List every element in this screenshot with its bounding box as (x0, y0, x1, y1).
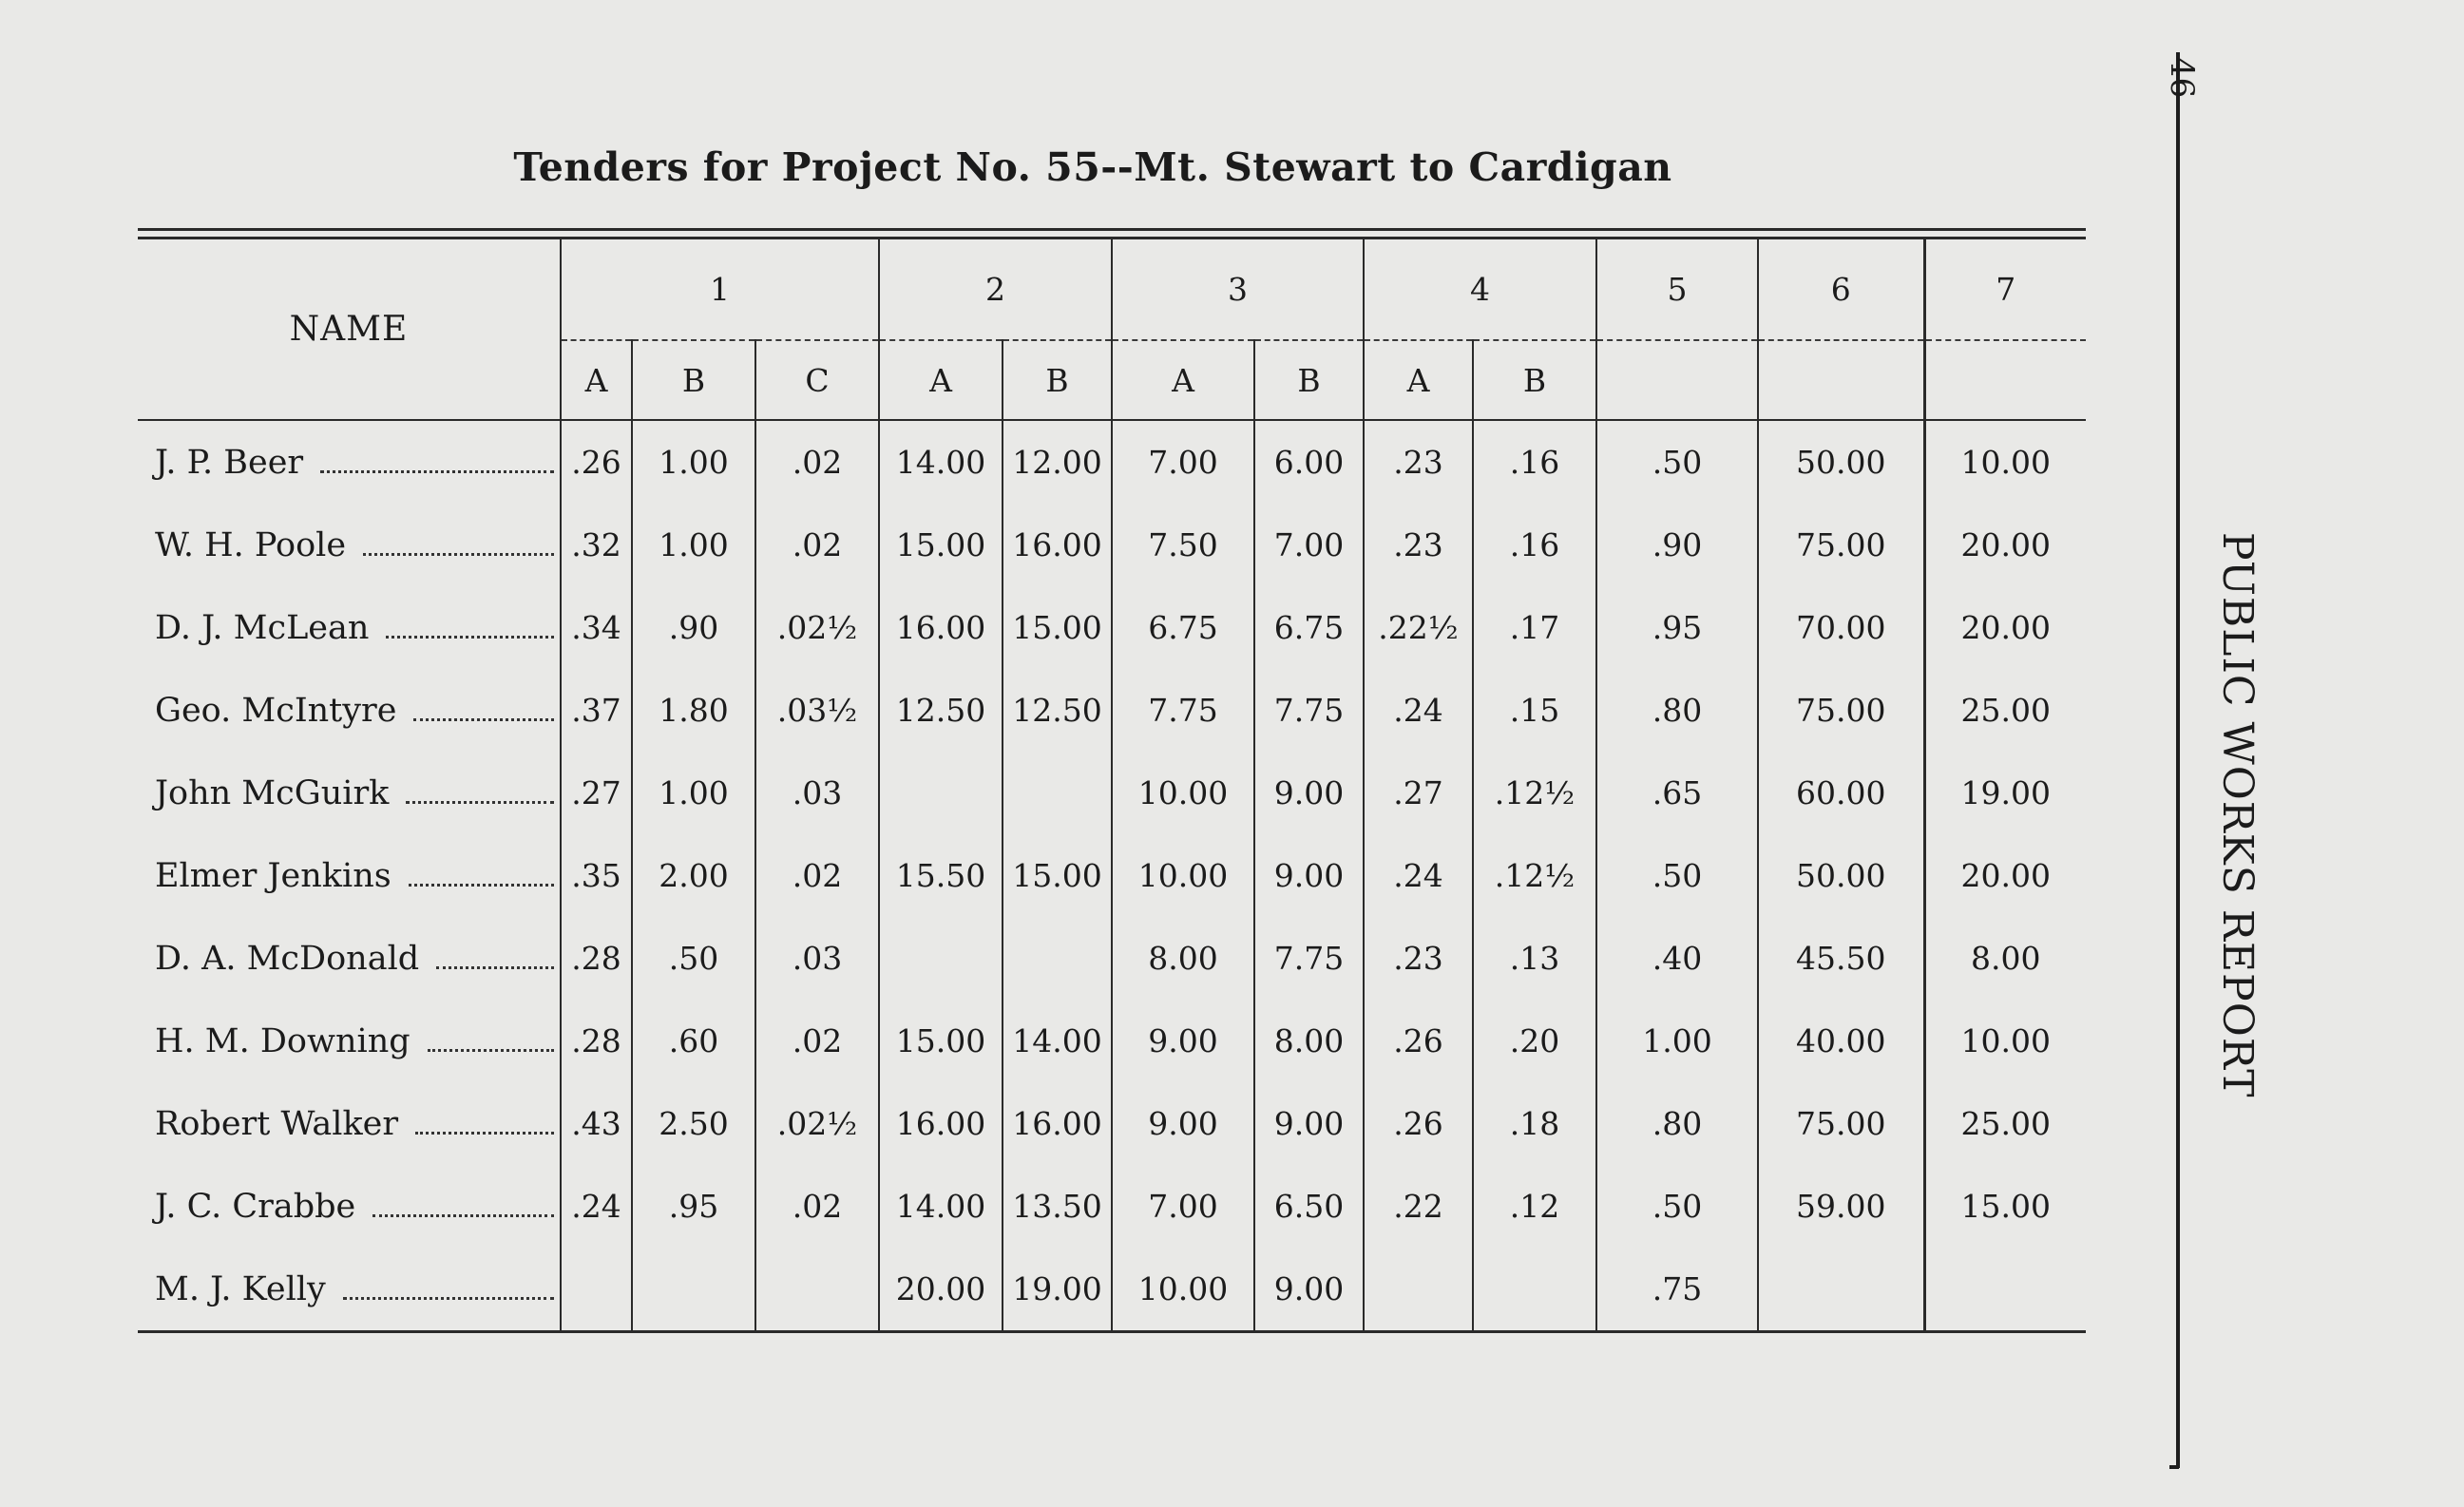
tender-value-cell: .23 (1364, 421, 1473, 504)
tender-value-cell: .02 (755, 1000, 879, 1082)
tender-value-cell: 50.00 (1758, 834, 1924, 917)
group-header-6: 6 (1758, 239, 1924, 340)
tender-value-cell: 20.00 (879, 1248, 1003, 1330)
tender-value-cell: .40 (1596, 917, 1758, 1000)
tender-value-cell: .02 (755, 421, 879, 504)
tender-value-cell (1364, 1248, 1473, 1330)
tender-value-cell: 8.00 (1254, 1000, 1364, 1082)
bidder-name (138, 1082, 561, 1165)
tender-value-cell: 20.00 (1924, 504, 2086, 586)
tender-value-cell: .27 (561, 752, 632, 834)
tender-value-cell: .24 (1364, 669, 1473, 752)
tender-value-cell (755, 1248, 879, 1330)
bidder-name (138, 669, 561, 752)
bidder-name (138, 752, 561, 834)
tender-value-cell: 19.00 (1924, 752, 2086, 834)
leader-dots (406, 799, 554, 804)
tender-value-cell (632, 1248, 755, 1330)
tender-value-cell: .22 (1364, 1165, 1473, 1248)
subheader-5 (1596, 340, 1758, 420)
subheader-1b: B (632, 340, 755, 420)
tender-value-cell: 13.50 (1003, 1165, 1112, 1248)
tender-value-cell: 75.00 (1758, 669, 1924, 752)
tender-value-cell: 70.00 (1758, 586, 1924, 669)
tender-value-cell: .22½ (1364, 586, 1473, 669)
tender-value-cell: 6.75 (1112, 586, 1254, 669)
table-row (138, 834, 2086, 917)
tender-value-cell: .16 (1473, 504, 1596, 586)
tender-value-cell: 2.00 (632, 834, 755, 917)
tender-value-cell: .03½ (755, 669, 879, 752)
tender-value-cell: .27 (1364, 752, 1473, 834)
bidder-name (138, 586, 561, 669)
tender-value-cell (1003, 752, 1112, 834)
tender-value-cell: 59.00 (1758, 1165, 1924, 1248)
tender-value-cell: .23 (1364, 917, 1473, 1000)
tender-value-cell: .03 (755, 917, 879, 1000)
tender-value-cell: 7.50 (1112, 504, 1254, 586)
tender-value-cell: 7.00 (1112, 1165, 1254, 1248)
tender-value-cell: .12½ (1473, 752, 1596, 834)
bidder-name-text: John McGuirk (155, 773, 390, 812)
bidder-name (138, 1000, 561, 1082)
tender-value-cell: 1.00 (632, 421, 755, 504)
tender-value-cell: .60 (632, 1000, 755, 1082)
group-header-3: 3 (1112, 239, 1364, 340)
tender-value-cell: .65 (1596, 752, 1758, 834)
tender-value-cell: 15.00 (879, 1000, 1003, 1082)
tender-value-cell: .26 (561, 421, 632, 504)
tender-value-cell: .02 (755, 834, 879, 917)
tender-value-cell: 40.00 (1758, 1000, 1924, 1082)
table-top-rule (138, 228, 2086, 239)
bidder-name-text: W. H. Poole (155, 525, 347, 564)
tender-value-cell: 16.00 (879, 1082, 1003, 1165)
tender-value-cell: .43 (561, 1082, 632, 1165)
tender-value-cell: 6.00 (1254, 421, 1364, 504)
tender-value-cell: 7.75 (1254, 669, 1364, 752)
tender-value-cell: 10.00 (1924, 421, 2086, 504)
group-header-5: 5 (1596, 239, 1758, 340)
table-row (138, 752, 2086, 834)
leader-dots (363, 551, 554, 556)
tender-value-cell: .50 (1596, 1165, 1758, 1248)
bidder-name (138, 504, 561, 586)
page-number: 46 (2163, 57, 2201, 99)
table-row (138, 1248, 2086, 1330)
tender-value-cell: 14.00 (1003, 1000, 1112, 1082)
tender-value-cell (1003, 917, 1112, 1000)
leader-dots (343, 1295, 554, 1300)
tender-value-cell: 16.00 (1003, 504, 1112, 586)
tender-value-cell: .13 (1473, 917, 1596, 1000)
leader-dots (409, 882, 554, 887)
tender-value-cell: 9.00 (1254, 834, 1364, 917)
tender-value-cell: 7.75 (1254, 917, 1364, 1000)
tender-value-cell: .80 (1596, 1082, 1758, 1165)
subheader-2b: B (1003, 340, 1112, 420)
tender-value-cell: 8.00 (1924, 917, 2086, 1000)
tender-value-cell (561, 1248, 632, 1330)
table-row (138, 1165, 2086, 1248)
bidder-name-text: Robert Walker (155, 1104, 399, 1143)
bidder-name (138, 834, 561, 917)
tender-value-cell: 10.00 (1924, 1000, 2086, 1082)
tender-value-cell: 15.50 (879, 834, 1003, 917)
leader-dots (415, 1130, 554, 1135)
tender-value-cell: 15.00 (1003, 586, 1112, 669)
tender-value-cell: 7.75 (1112, 669, 1254, 752)
tender-value-cell: 9.00 (1254, 1248, 1364, 1330)
tender-value-cell: 12.50 (1003, 669, 1112, 752)
subheader-7 (1924, 340, 2086, 420)
tender-value-cell: .50 (632, 917, 755, 1000)
tender-value-cell: 2.50 (632, 1082, 755, 1165)
margin-rule-hook (2169, 1465, 2179, 1469)
tender-value-cell: 75.00 (1758, 1082, 1924, 1165)
bidder-name-text: D. J. McLean (155, 608, 370, 647)
subheader-1a: A (561, 340, 632, 420)
tender-value-cell: 1.00 (1596, 1000, 1758, 1082)
leader-dots (436, 964, 554, 969)
table-row (138, 917, 2086, 1000)
tender-value-cell: .90 (1596, 504, 1758, 586)
tender-value-cell (879, 917, 1003, 1000)
tenders-table-body (138, 421, 2086, 1330)
tender-value-cell: .24 (1364, 834, 1473, 917)
tender-value-cell: .26 (1364, 1000, 1473, 1082)
tender-value-cell: 7.00 (1112, 421, 1254, 504)
tender-value-cell: .02 (755, 1165, 879, 1248)
tender-value-cell: .18 (1473, 1082, 1596, 1165)
tender-value-cell: .95 (632, 1165, 755, 1248)
tender-value-cell: 20.00 (1924, 834, 2086, 917)
tender-value-cell: .75 (1596, 1248, 1758, 1330)
tender-value-cell (1473, 1248, 1596, 1330)
tender-value-cell: .15 (1473, 669, 1596, 752)
bidder-name-text: Elmer Jenkins (155, 856, 392, 895)
tender-value-cell: .37 (561, 669, 632, 752)
tender-value-cell: 10.00 (1112, 834, 1254, 917)
tender-value-cell: .90 (632, 586, 755, 669)
tender-value-cell: .26 (1364, 1082, 1473, 1165)
subheader-3b: B (1254, 340, 1364, 420)
tender-value-cell: 9.00 (1112, 1000, 1254, 1082)
tender-value-cell: 1.00 (632, 752, 755, 834)
table-row (138, 669, 2086, 752)
tender-value-cell: 14.00 (879, 421, 1003, 504)
tender-value-cell (879, 752, 1003, 834)
tender-value-cell: 12.50 (879, 669, 1003, 752)
tender-value-cell: 6.75 (1254, 586, 1364, 669)
tender-value-cell: 16.00 (1003, 1082, 1112, 1165)
tender-value-cell: 75.00 (1758, 504, 1924, 586)
tender-value-cell: .28 (561, 1000, 632, 1082)
tender-value-cell: 25.00 (1924, 1082, 2086, 1165)
tender-value-cell: .32 (561, 504, 632, 586)
tender-value-cell (1924, 1248, 2086, 1330)
leader-dots (413, 716, 554, 721)
table-row (138, 1082, 2086, 1165)
tender-value-cell: 7.00 (1254, 504, 1364, 586)
tender-value-cell: 9.00 (1254, 752, 1364, 834)
tender-value-cell: 25.00 (1924, 669, 2086, 752)
bidder-name (138, 1248, 561, 1330)
tender-value-cell: 12.00 (1003, 421, 1112, 504)
header-group-row (138, 239, 2086, 340)
subheader-6 (1758, 340, 1924, 420)
tenders-table (138, 239, 2086, 1330)
tenders-table-container (138, 228, 2086, 1333)
group-header-7: 7 (1924, 239, 2086, 340)
tender-value-cell: 10.00 (1112, 752, 1254, 834)
tender-value-cell: 45.50 (1758, 917, 1924, 1000)
tender-value-cell: 10.00 (1112, 1248, 1254, 1330)
bidder-name-text: H. M. Downing (155, 1021, 411, 1060)
tender-value-cell: .23 (1364, 504, 1473, 586)
table-row (138, 504, 2086, 586)
tender-value-cell: 1.80 (632, 669, 755, 752)
tender-value-cell: 15.00 (879, 504, 1003, 586)
tender-value-cell: .17 (1473, 586, 1596, 669)
tender-value-cell: .12½ (1473, 834, 1596, 917)
tender-value-cell: .80 (1596, 669, 1758, 752)
bidder-name-text: D. A. McDonald (155, 939, 420, 978)
tender-value-cell: .34 (561, 586, 632, 669)
subheader-2a: A (879, 340, 1003, 420)
leader-dots (372, 1212, 554, 1217)
bidder-name-text: J. P. Beer (155, 443, 304, 482)
table-bottom-rule (138, 1330, 2086, 1333)
tender-value-cell: .02 (755, 504, 879, 586)
tender-value-cell: .02½ (755, 1082, 879, 1165)
tender-value-cell: 20.00 (1924, 586, 2086, 669)
margin-vertical-rule (2176, 52, 2180, 1468)
tender-value-cell: 14.00 (879, 1165, 1003, 1248)
tender-value-cell: 15.00 (1924, 1165, 2086, 1248)
subheader-1c: C (755, 340, 879, 420)
tender-value-cell: .95 (1596, 586, 1758, 669)
tender-value-cell: .03 (755, 752, 879, 834)
name-column-header: NAME (289, 310, 409, 349)
tender-value-cell: .20 (1473, 1000, 1596, 1082)
bidder-name-text: M. J. Kelly (155, 1269, 326, 1308)
tender-value-cell: 16.00 (879, 586, 1003, 669)
tender-value-cell: 9.00 (1254, 1082, 1364, 1165)
leader-dots (428, 1047, 554, 1052)
tender-value-cell: .50 (1596, 834, 1758, 917)
table-title: Tenders for Project No. 55--Mt. Stewart to Cardigan (513, 144, 1672, 190)
bidder-name (138, 1165, 561, 1248)
group-header-4: 4 (1364, 239, 1596, 340)
table-row (138, 586, 2086, 669)
bidder-name-text: Geo. McIntyre (155, 691, 397, 730)
tender-value-cell: .28 (561, 917, 632, 1000)
tender-value-cell: 15.00 (1003, 834, 1112, 917)
tender-value-cell: .24 (561, 1165, 632, 1248)
tender-value-cell: .16 (1473, 421, 1596, 504)
tender-value-cell: 9.00 (1112, 1082, 1254, 1165)
tender-value-cell: .35 (561, 834, 632, 917)
tender-value-cell: .12 (1473, 1165, 1596, 1248)
group-header-1: 1 (561, 239, 879, 340)
tender-value-cell: 1.00 (632, 504, 755, 586)
running-head: PUBLIC WORKS REPORT (2213, 532, 2262, 1098)
bidder-name (138, 421, 561, 504)
table-row (138, 421, 2086, 504)
leader-dots (320, 468, 554, 473)
table-row (138, 1000, 2086, 1082)
tender-value-cell: 8.00 (1112, 917, 1254, 1000)
leader-dots (386, 634, 554, 639)
subheader-4a: A (1364, 340, 1473, 420)
subheader-4b: B (1473, 340, 1596, 420)
group-header-2: 2 (879, 239, 1112, 340)
tender-value-cell: .50 (1596, 421, 1758, 504)
tender-value-cell: 6.50 (1254, 1165, 1364, 1248)
tender-value-cell: 50.00 (1758, 421, 1924, 504)
bidder-name-text: J. C. Crabbe (155, 1187, 356, 1226)
tender-value-cell: 19.00 (1003, 1248, 1112, 1330)
tender-value-cell: 60.00 (1758, 752, 1924, 834)
bidder-name (138, 917, 561, 1000)
tender-value-cell (1758, 1248, 1924, 1330)
tender-value-cell: .02½ (755, 586, 879, 669)
subheader-3a: A (1112, 340, 1254, 420)
